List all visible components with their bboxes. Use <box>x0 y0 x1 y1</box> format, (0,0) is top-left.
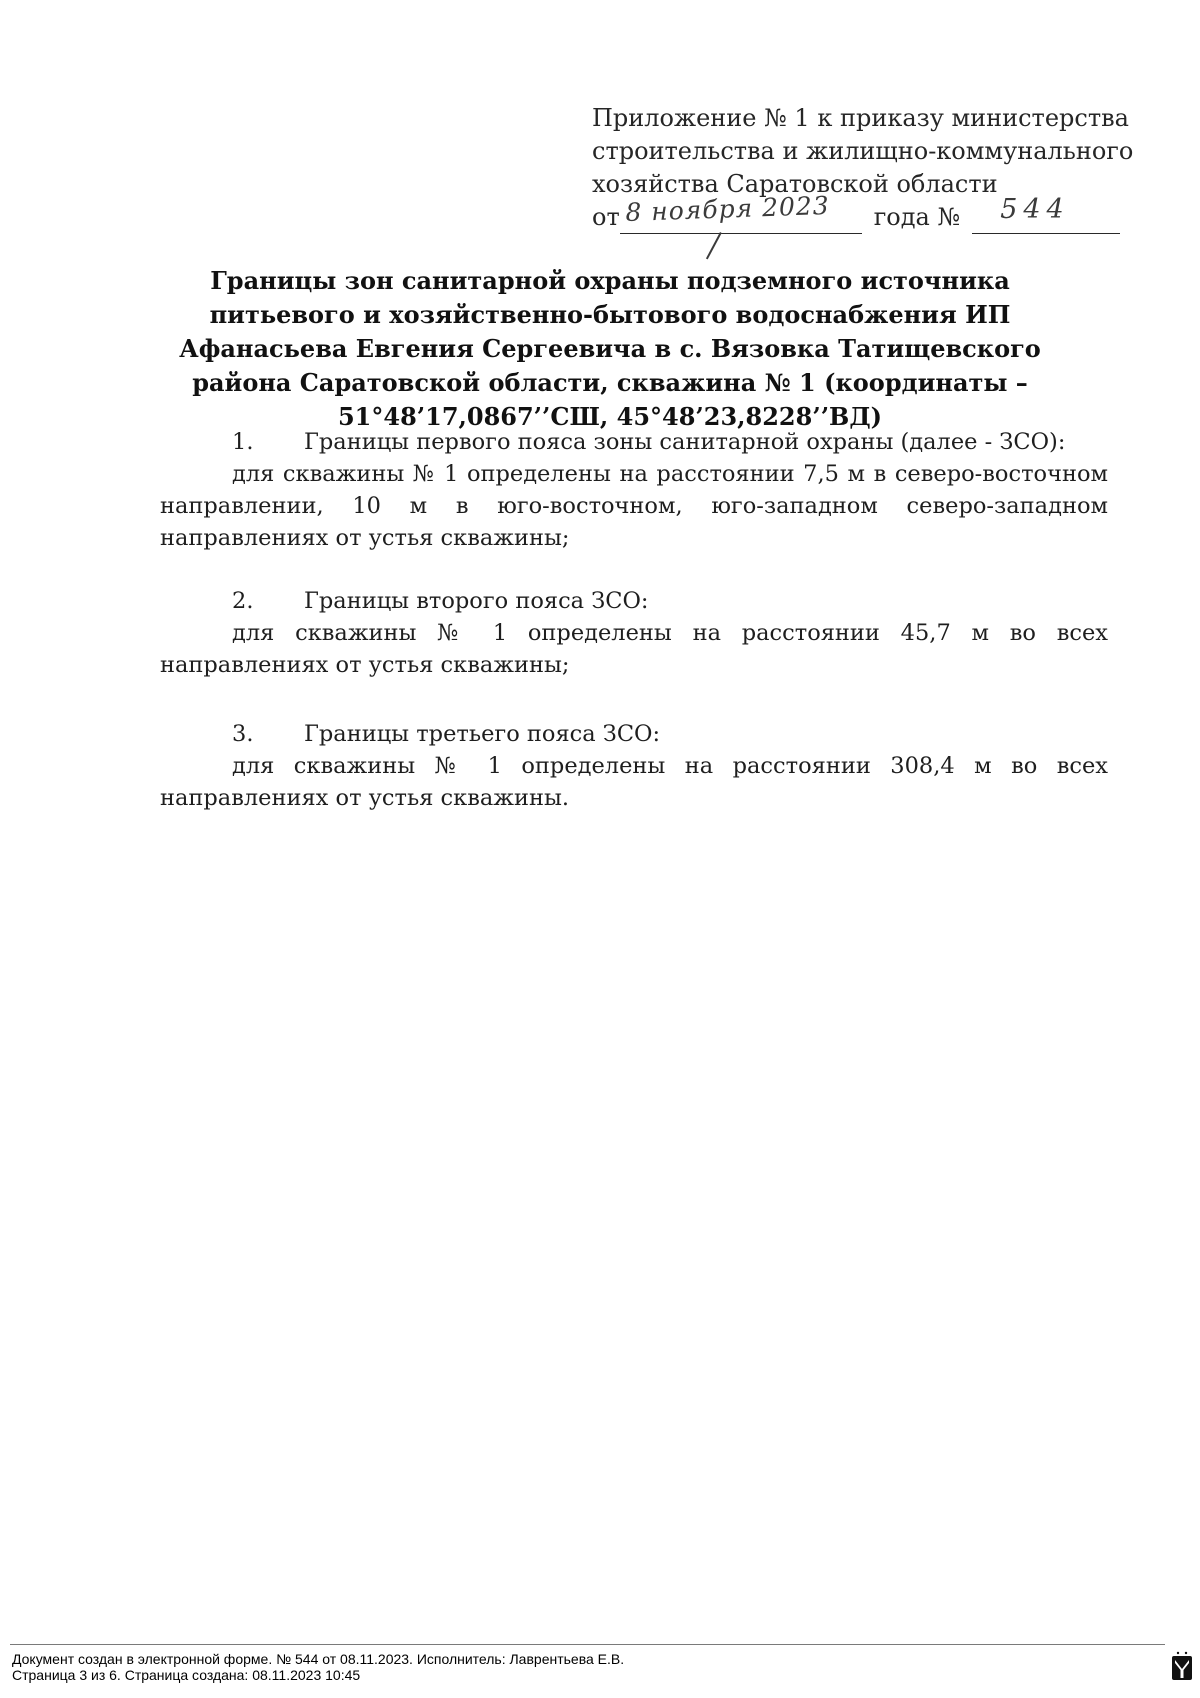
section-2 <box>160 585 1108 681</box>
appendix-note <box>592 102 1134 234</box>
section-1 <box>160 426 1108 554</box>
footer-info <box>12 1651 624 1683</box>
order-date-handwritten: 8 ноября 2023 <box>624 190 830 228</box>
from-label: от <box>592 203 620 231</box>
section-3 <box>160 718 1108 814</box>
order-number-field <box>972 194 1120 234</box>
order-date-field <box>620 190 862 234</box>
footer-divider <box>10 1644 1165 1645</box>
footer-line-1: Документ создан в электронной форме. № 544 от 08.11.2023. Исполнитель: Лаврентьева Е.В. <box>12 1651 625 1667</box>
section-heading: Границы второго пояса ЗСО: <box>304 588 649 614</box>
appendix-line-1: Приложение № 1 к приказу министерства <box>592 104 1129 132</box>
section-heading-row <box>160 585 1108 617</box>
appendix-line-3: хозяйства Саратовской области <box>592 170 998 198</box>
year-number-label: года № <box>873 203 961 231</box>
coat-of-arms-icon <box>1170 1650 1194 1684</box>
section-heading-row <box>160 718 1108 750</box>
section-body: для скважины № 1 определены на расстоянии 308,4 м во всех направлениях от устья скважины. <box>160 753 1108 811</box>
order-number-handwritten: 544 <box>1000 194 1070 225</box>
section-heading: Границы первого пояса зоны санитарной охраны (далее - ЗСО): <box>304 429 1066 455</box>
section-number: 1. <box>232 429 254 455</box>
document-title: Границы зон санитарной охраны подземного источника питьевого и хозяйственно-бытового водоснабжения ИП Афанасьева Евгения Сергеевича в с. Вязовка Татищевского района Саратовской области, скважина № 1 (координаты – 51°48’17,0867’’СШ, 45°48’23,8228’’ВД) <box>179 266 1041 431</box>
order-date-number-line <box>592 190 1112 234</box>
footer-line-2: Страница 3 из 6. Страница создана: 08.11.2023 10:45 <box>12 1667 361 1683</box>
section-heading: Границы третьего пояса ЗСО: <box>304 721 661 747</box>
section-body: для скважины № 1 определены на расстоянии 7,5 м в северо-восточном направлении, 10 м в юго-восточном, юго-западном северо-западном направлениях от устья скважины; <box>160 461 1108 551</box>
section-heading-row <box>160 426 1108 458</box>
pen-stroke <box>706 232 722 259</box>
section-body: для скважины № 1 определены на расстоянии 45,7 м во всех направлениях от устья скважины; <box>160 620 1108 678</box>
appendix-line-2: строительства и жилищно-коммунального <box>592 137 1134 165</box>
section-number: 2. <box>232 588 254 614</box>
section-number: 3. <box>232 721 254 747</box>
